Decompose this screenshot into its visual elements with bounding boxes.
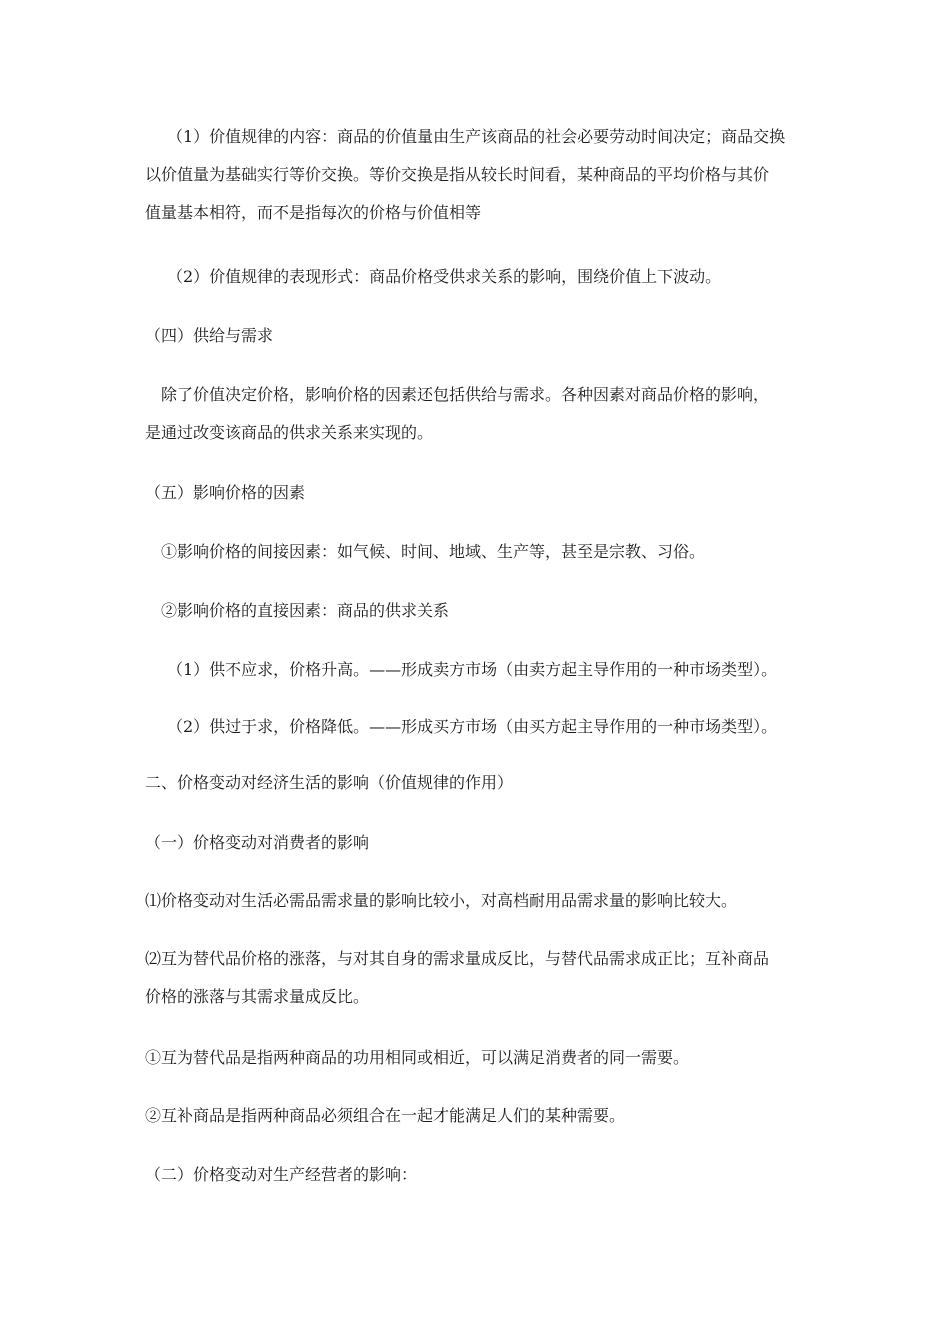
section-heading-supply-demand: [145, 317, 810, 355]
paragraph-direct-factors: [145, 592, 826, 630]
text-line: 是通过改变该商品的供求关系来实现的。: [145, 423, 434, 442]
text-line: （2）供过于求，价格降低。——形成买方市场（由买方起主导作用的一种市场类型）。: [167, 717, 778, 736]
text-line: 除了价值决定价格，影响价格的因素还包括供给与需求。各种因素对商品价格的影响，: [161, 385, 770, 404]
section-heading-producer-effects: [145, 1156, 810, 1194]
text-line: （一）价格变动对消费者的影响: [145, 833, 370, 852]
paragraph-substitutes-definition: [145, 1039, 810, 1077]
text-line: ②互补商品是指两种商品必须组合在一起才能满足人们的某种需要。: [145, 1106, 626, 1125]
text-line: ⑴价格变动对生活必需品需求量的影响比较小，对高档耐用品需求量的影响比较大。: [145, 891, 738, 910]
text-line: 二、价格变动对经济生活的影响（价值规律的作用）: [145, 773, 514, 792]
text-line: （五）影响价格的因素: [145, 483, 306, 502]
text-line: ①互为替代品是指两种商品的功用相同或相近，可以满足消费者的同一需要。: [145, 1048, 690, 1067]
paragraph-buyers-market: [145, 708, 832, 746]
paragraph-value-law-content: [145, 118, 832, 232]
text-line: （1）价值规律的内容：商品的价值量由生产该商品的社会必要劳动时间决定；商品交换: [167, 127, 786, 146]
paragraph-indirect-factors: [145, 533, 826, 571]
paragraph-complements-definition: [145, 1097, 810, 1135]
text-line: 以价值量为基础实行等价交换。等价交换是指从较长时间看，某种商品的平均价格与其价: [145, 165, 770, 184]
text-line: 值量基本相符，而不是指每次的价格与价值相等: [145, 203, 482, 222]
text-line: ②影响价格的直接因素：商品的供求关系: [161, 601, 450, 620]
section-heading-consumer-effects: [145, 824, 810, 862]
paragraph-necessities-durables: [145, 882, 810, 920]
text-line: 价格的涨落与其需求量成反比。: [145, 987, 370, 1006]
text-line: ①影响价格的间接因素：如气候、时间、地域、生产等，甚至是宗教、习俗。: [161, 542, 706, 561]
text-line: （二）价格变动对生产经营者的影响：: [145, 1165, 418, 1184]
text-line: （2）价值规律的表现形式：商品价格受供求关系的影响，围绕价值上下波动。: [167, 267, 722, 286]
text-line: ⑵互为替代品价格的涨落，与对其自身的需求量成反比，与替代品需求成正比；互补商品: [145, 949, 770, 968]
paragraph-substitutes-complements: [145, 940, 810, 1016]
section-heading-price-factors: [145, 474, 810, 512]
paragraph-value-law-form: [145, 258, 832, 296]
text-line: （1）供不应求，价格升高。——形成卖方市场（由卖方起主导作用的一种市场类型）。: [167, 660, 778, 679]
paragraph-supply-demand: [145, 376, 826, 452]
text-line: （四）供给与需求: [145, 326, 274, 345]
paragraph-sellers-market: [145, 651, 832, 689]
section-heading-price-change-effects: [145, 764, 810, 802]
